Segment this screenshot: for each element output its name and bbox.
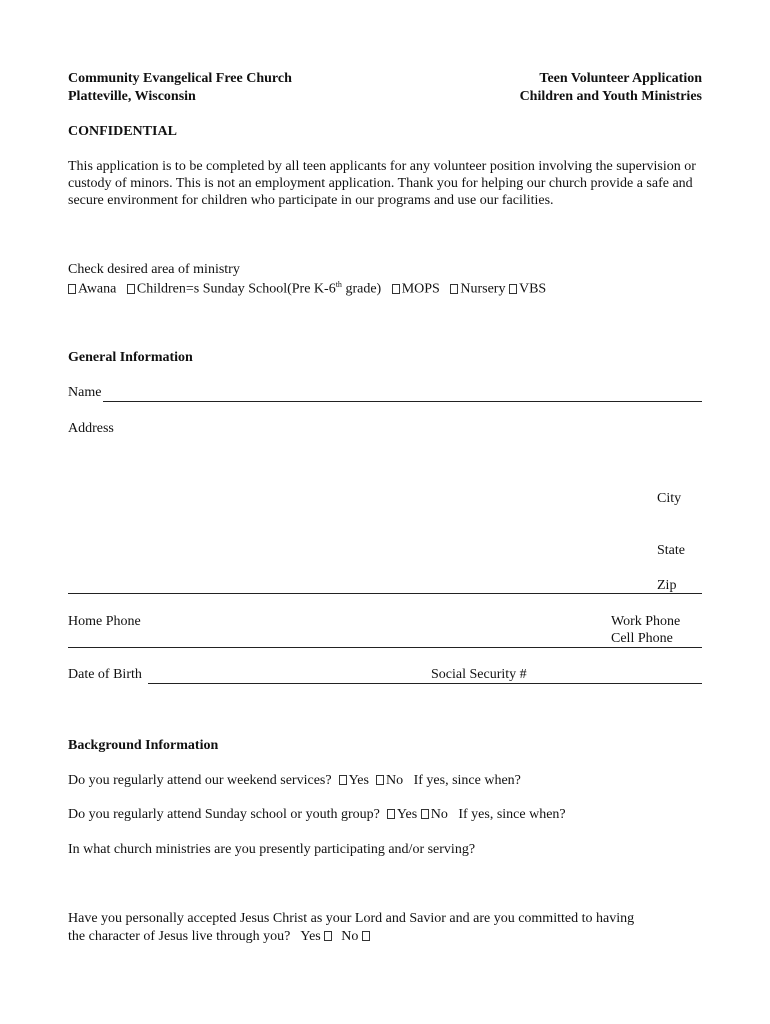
work-phone-label: Work Phone [611, 614, 681, 629]
name-label: Name [68, 385, 102, 400]
weekend-no-checkbox[interactable] [376, 775, 384, 785]
vbs-checkbox[interactable] [509, 284, 517, 294]
name-field[interactable] [103, 401, 702, 402]
weekend-since-label: If yes, since when? [413, 773, 521, 788]
youth-since-label: If yes, since when? [458, 807, 566, 822]
ssn-label: Social Security # [431, 667, 527, 682]
church-location: Platteville, Wisconsin [68, 89, 196, 104]
city-label: City [657, 491, 682, 506]
state-label: State [657, 543, 685, 558]
sunday-school-label: Children=s Sunday School(Pre K-6 [136, 281, 336, 297]
youth-no-label: No [430, 807, 448, 822]
weekend-yes-checkbox[interactable] [339, 775, 347, 785]
weekend-no-label: No [385, 773, 404, 788]
faith-question-line1: Have you personally accepted Jesus Christ as your Lord and Savior and are you committed to having [68, 911, 635, 926]
faith-no-label: No [341, 929, 359, 944]
mops-label: MOPS [401, 281, 440, 297]
ministry-options [68, 280, 546, 298]
faith-no-checkbox[interactable] [362, 931, 370, 941]
awana-checkbox[interactable] [68, 284, 76, 294]
sunday-school-grade: grade) [341, 281, 382, 297]
dob-label: Date of Birth [68, 667, 142, 682]
youth-yes-checkbox[interactable] [387, 809, 395, 819]
phone-field[interactable] [68, 647, 702, 648]
weekend-services-question [68, 773, 521, 789]
weekend-question-text: Do you regularly attend our weekend services? [68, 773, 332, 788]
background-info-heading: Background Information [68, 738, 219, 753]
vbs-label: VBS [518, 281, 547, 297]
ordinal-suffix: th [335, 280, 342, 289]
weekend-yes-label: Yes [348, 773, 369, 788]
sunday-school-checkbox[interactable] [127, 284, 135, 294]
intro-paragraph [68, 158, 703, 209]
youth-yes-label: Yes [396, 807, 418, 822]
awana-label: Awana [78, 281, 117, 297]
zip-label: Zip [657, 578, 677, 593]
mops-checkbox[interactable] [392, 284, 400, 294]
dob-field[interactable] [148, 683, 428, 684]
home-phone-label: Home Phone [68, 614, 141, 629]
cell-phone-label: Cell Phone [611, 631, 673, 646]
youth-group-question [68, 807, 566, 823]
faith-question-line2 [68, 929, 372, 945]
faith-yes-label: Yes [300, 929, 321, 944]
ministries-question: In what church ministries are you presently participating and/or serving? [68, 842, 476, 857]
youth-no-checkbox[interactable] [421, 809, 429, 819]
address-label: Address [68, 421, 114, 436]
faith-yes-checkbox[interactable] [324, 931, 332, 941]
ministry-prompt: Check desired area of ministry [68, 262, 240, 277]
ssn-field[interactable] [428, 683, 702, 684]
general-info-heading: General Information [68, 350, 193, 365]
nursery-checkbox[interactable] [450, 284, 458, 294]
confidential-label: CONFIDENTIAL [68, 124, 177, 139]
intro-text: This application is to be completed by all teen applicants for any volunteer position involving the supervision or custody of minors. This is not an employment application. Thank you for helping our church provide a safe and secure environment for children who participate in our programs and use our facilities. [68, 159, 696, 208]
church-name: Community Evangelical Free Church [68, 71, 292, 86]
faith-question-text: the character of Jesus live through you? [68, 929, 291, 944]
nursery-label: Nursery [460, 281, 506, 297]
form-title: Teen Volunteer Application [539, 71, 702, 86]
form-subtitle: Children and Youth Ministries [519, 89, 702, 104]
address-field[interactable] [68, 593, 702, 594]
youth-question-text: Do you regularly attend Sunday school or youth group? [68, 807, 380, 822]
